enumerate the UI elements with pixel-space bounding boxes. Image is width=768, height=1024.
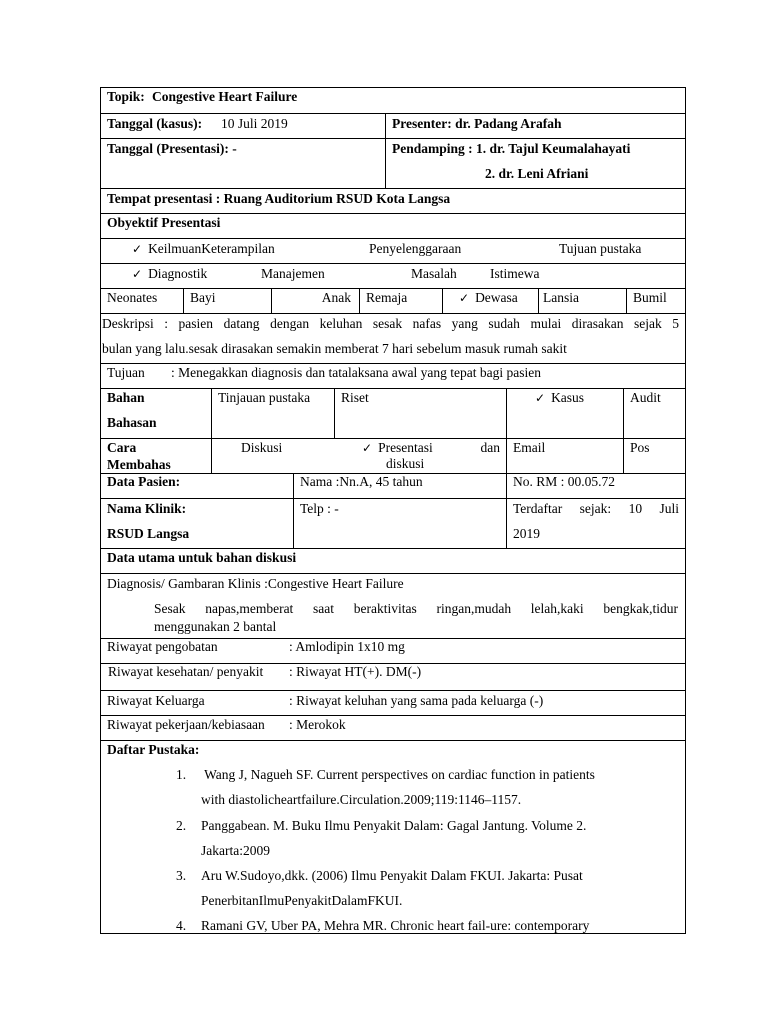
row-obyektif-2 [101,263,685,288]
data-pasien-label: Data Pasien: [107,474,181,489]
pustaka-item-3-l1: Aru W.Sudoyo,dkk. (2006) Ilmu Penyakit Dalam FKUI. Jakarta: Pusat [201,868,583,883]
cara-email: Email [513,440,546,455]
obyektif-penyelenggaraan: Penyelenggaraan [369,241,462,256]
row-topik [101,88,685,113]
bahan-riset-cell [334,389,506,438]
row-age-groups [101,288,685,313]
klinik-telp-cell [293,499,506,548]
case-report-table [100,87,686,934]
age-anak: Anak [321,290,351,305]
cara-diskusi2: diskusi [386,456,425,471]
pustaka-item-4-l1: Ramani GV, Uber PA, Mehra MR. Chronic heart fail-ure: contemporary [201,918,590,933]
cara-label2: Membahas [107,457,171,472]
age-bayi: Bayi [190,290,216,305]
tanggal-presentasi: Tanggal (Presentasi): - [107,141,237,156]
obyektif-tujuan-pustaka: Tujuan pustaka [559,241,642,256]
pustaka-title: Daftar Pustaka: [107,742,200,757]
age-dewasa-cell [442,289,538,313]
pendamping-line2: 2. dr. Leni Afriani [485,166,589,181]
cara-label1: Cara [107,440,137,455]
row-deskripsi [101,313,685,363]
cara-email-cell [506,439,623,473]
row-tanggal-presentasi [101,138,685,188]
age-remaja-cell [359,289,442,313]
riwayat-pengobatan-label: Riwayat pengobatan [107,639,218,654]
age-neonates: Neonates [107,290,158,305]
riwayat-kesehatan-label: Riwayat kesehatan/ penyakit [108,664,264,679]
diagnosis-desc2: menggunakan 2 bantal [154,619,277,634]
data-pasien-nama-cell [293,474,506,498]
bahan-label1: Bahan [107,390,145,405]
data-pasien-nama: Nama :Nn.A, 45 tahun [300,474,423,489]
riwayat-pekerjaan-value: : Merokok [289,717,346,732]
data-utama: Data utama untuk bahan diskusi [107,550,297,565]
obyektif-istimewa: Istimewa [490,266,540,281]
pustaka-item-2-l2: Jakarta:2009 [201,843,270,858]
row-bahan [101,388,685,438]
age-lansia: Lansia [543,290,579,305]
cara-diskusi-cell [211,439,334,473]
bahan-audit-cell [623,389,685,438]
row-tempat [101,188,685,213]
row-obyektif-1 [101,238,685,263]
pustaka-num-1: 1. [176,767,187,782]
row-data-pasien [101,473,685,498]
row-obyektif-title [101,213,685,238]
row-cara [101,438,685,473]
pendamping-cell [385,139,685,188]
presenter-cell [385,114,685,138]
klinik-label1: Nama Klinik: [107,501,187,516]
data-pasien-rm: No. RM : 00.05.72 [513,474,616,489]
klinik-terdaftar1: Terdaftar sejak: 10 Juli [513,501,679,516]
pustaka-num-2: 2. [176,818,187,833]
row-daftar-pustaka [101,740,685,933]
bahan-tinjauan: Tinjauan pustaka [218,390,311,405]
klinik-terdaftar-cell [506,499,685,548]
obyektif-diagnostik: ✓ Diagnostik [132,266,207,282]
diagnosis-desc1: Sesak napas,memberat saat beraktivitas ringan,mudah lelah,kaki bengkak,tidur [154,601,678,616]
age-anak-cell [271,289,359,313]
pendamping-line1: Pendamping : 1. dr. Tajul Keumalahayati [392,141,631,156]
pustaka-item-1-l1: Wang J, Nagueh SF. Current perspectives on cardiac function in patients [201,767,595,782]
row-tanggal-kasus [101,113,685,138]
diagnosis-line: Diagnosis/ Gambaran Klinis :Congestive Heart Failure [107,576,404,591]
pustaka-item-2-l1: Panggabean. M. Buku Ilmu Penyakit Dalam: Gagal Jantung. Volume 2. [201,818,587,833]
cara-diskusi: Diskusi [241,440,283,455]
riwayat-pengobatan-value: : Amlodipin 1x10 mg [289,639,405,654]
cara-dan: dan [480,440,500,455]
row-riwayat-keluarga [101,690,685,715]
cara-pos-cell [623,439,685,473]
bahan-audit: Audit [630,390,661,405]
riwayat-keluarga-label: Riwayat Keluarga [107,693,205,708]
tanggal-kasus-label: Tanggal (kasus): [107,116,203,131]
row-riwayat-pekerjaan [101,715,685,740]
tujuan-label: Tujuan [107,365,145,380]
klinik-label2: RSUD Langsa [107,526,190,541]
tanggal-kasus-value: 10 Juli 2019 [221,116,288,131]
deskripsi-line2: bulan yang lalu.sesak dirasakan semakin memberat 7 hari sebelum masuk rumah sakit [102,341,567,356]
tujuan-value: : Menegakkan diagnosis dan tatalaksana awal yang tepat bagi pasien [171,365,541,380]
row-diagnosis [101,573,685,638]
topik-label: Topik: [107,89,145,104]
cara-presentasi: ✓ Presentasi [362,440,433,456]
obyektif-masalah: Masalah [411,266,457,281]
riwayat-pekerjaan-label: Riwayat pekerjaan/kebiasaan [107,717,265,732]
obyektif-title: Obyektif Presentasi [107,215,221,230]
row-riwayat-kesehatan [101,663,685,690]
cara-pos: Pos [630,440,650,455]
bahan-tinjauan-cell [211,389,334,438]
pustaka-item-1-l2: with diastolicheartfailure.Circulation.2009;119:1146–1157. [201,792,522,807]
riwayat-keluarga-value: : Riwayat keluhan yang sama pada keluarga (-) [289,693,544,708]
bahan-kasus-cell [506,389,623,438]
row-tujuan [101,363,685,388]
age-bumil: Bumil [633,290,667,305]
cara-presentasi-cell [334,439,506,473]
tempat: Tempat presentasi : Ruang Auditorium RSUD Kota Langsa [107,191,451,206]
age-lansia-cell [538,289,626,313]
klinik-terdaftar2: 2019 [513,526,540,541]
pustaka-item-3-l2: PenerbitanIlmuPenyakitDalamFKUI. [201,893,403,908]
bahan-label2: Bahasan [107,415,157,430]
age-bayi-cell [183,289,271,313]
row-riwayat-pengobatan [101,638,685,663]
age-dewasa: ✓ Dewasa [459,290,518,306]
data-pasien-rm-cell [506,474,685,498]
obyektif-keilmuan: ✓ KeilmuanKeterampilan [132,241,275,257]
age-bumil-cell [626,289,685,313]
bahan-riset: Riset [341,390,369,405]
row-klinik [101,498,685,548]
row-data-utama [101,548,685,573]
age-remaja: Remaja [366,290,408,305]
presenter: Presenter: dr. Padang Arafah [392,116,562,131]
pustaka-num-3: 3. [176,868,187,883]
klinik-telp: Telp : - [300,501,339,516]
topik-value: Congestive Heart Failure [152,89,298,104]
pustaka-num-4: 4. [176,918,187,933]
deskripsi-line1: Deskripsi : pasien datang dengan keluhan sesak nafas yang sudah mulai dirasakan sejak 5 [102,316,679,331]
riwayat-kesehatan-value: : Riwayat HT(+). DM(-) [289,664,422,679]
bahan-kasus: ✓ Kasus [535,390,584,406]
obyektif-manajemen: Manajemen [261,266,325,281]
